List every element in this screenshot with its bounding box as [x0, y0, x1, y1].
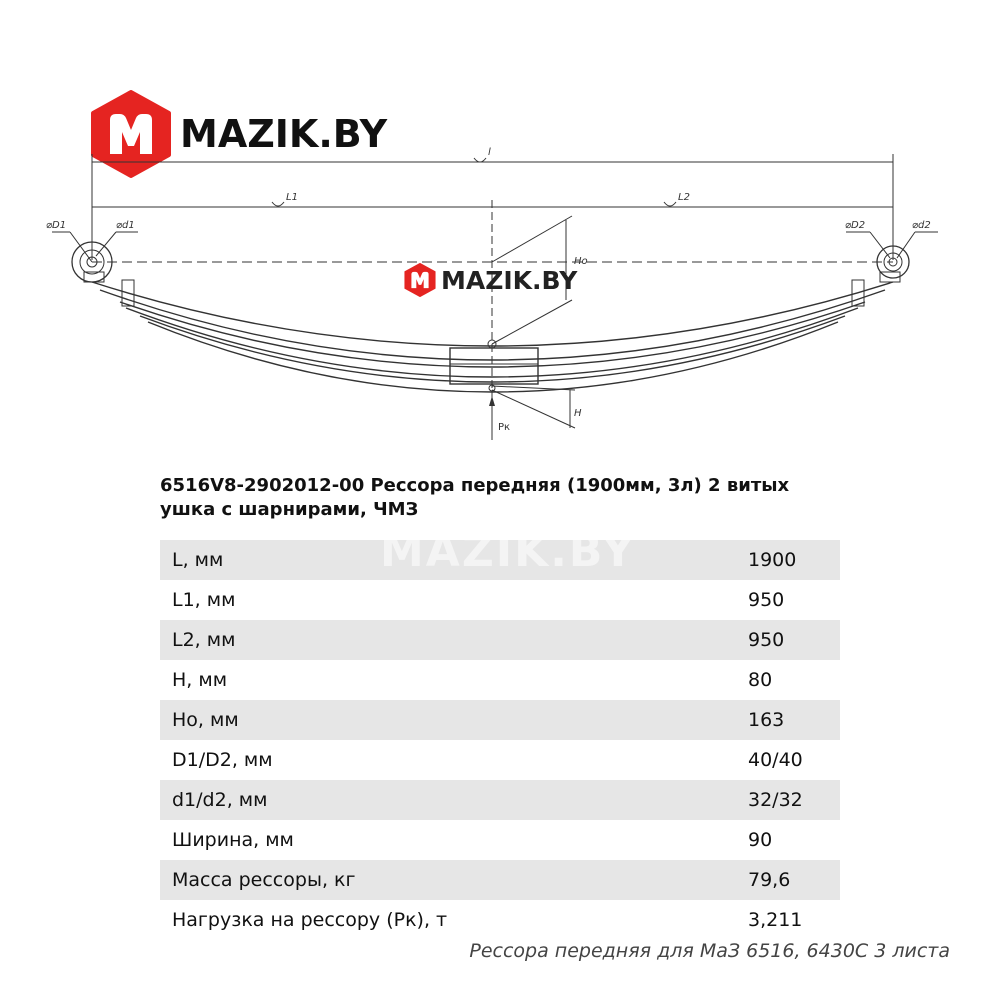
spec-label: H, мм	[172, 669, 228, 691]
table-watermark: MAZIK.BY	[380, 526, 636, 577]
spec-label: L, мм	[172, 549, 224, 571]
spec-value: 3,211	[748, 909, 803, 931]
spec-label: Ширина, мм	[172, 829, 294, 851]
spec-table	[160, 540, 840, 940]
spec-value: 90	[748, 829, 773, 851]
product-caption: Рессора передняя для МаЗ 6516, 6430С 3 листа	[469, 940, 950, 962]
watermark-text: MAZIK.BY	[441, 265, 578, 295]
table-row	[160, 740, 840, 780]
table-row	[160, 820, 840, 860]
spec-value: 950	[748, 629, 785, 651]
table-row	[160, 900, 840, 940]
label-l1: L1	[286, 192, 298, 203]
label-d2-outer: ⌀D2	[845, 220, 866, 231]
table-row	[160, 540, 840, 580]
spec-value: 950	[748, 589, 785, 611]
spec-label: L2, мм	[172, 629, 236, 651]
label-d1-outer: ⌀D1	[46, 220, 67, 231]
spec-value: 1900	[748, 549, 797, 571]
spec-value: 163	[748, 709, 785, 731]
product-title: 6516V8-2902012-00 Рессора передняя (1900мм, 3л) 2 витых ушка с шарнирами, ЧМЗ	[160, 475, 790, 520]
table-row	[160, 660, 840, 700]
spec-label: Ho, мм	[172, 709, 239, 731]
spec-label: d1/d2, мм	[172, 789, 268, 811]
logo-text: MAZIK.BY	[180, 112, 388, 156]
spec-value: 80	[748, 669, 773, 691]
watermark-logo	[403, 262, 577, 298]
table-row	[160, 620, 840, 660]
spec-value: 32/32	[748, 789, 803, 811]
label-l: l	[488, 147, 491, 158]
label-l2: L2	[678, 192, 690, 203]
leaf-spring-drawing	[0, 140, 1000, 460]
spec-value: 40/40	[748, 749, 803, 771]
label-ho: Ho	[574, 256, 588, 267]
label-d2-inner: ⌀d2	[912, 220, 931, 231]
label-d1-inner: ⌀d1	[116, 220, 135, 231]
table-row	[160, 860, 840, 900]
label-pk: Pк	[498, 422, 511, 433]
spec-label: D1/D2, мм	[172, 749, 273, 771]
table-row	[160, 780, 840, 820]
label-h: H	[574, 408, 582, 419]
spec-value: 79,6	[748, 869, 791, 891]
spec-label: L1, мм	[172, 589, 236, 611]
table-row	[160, 700, 840, 740]
spec-label: Масса рессоры, кг	[172, 869, 356, 891]
spec-label: Нагрузка на рессору (Pк), т	[172, 909, 448, 931]
table-row	[160, 580, 840, 620]
watermark-hexagon-icon	[403, 262, 437, 298]
